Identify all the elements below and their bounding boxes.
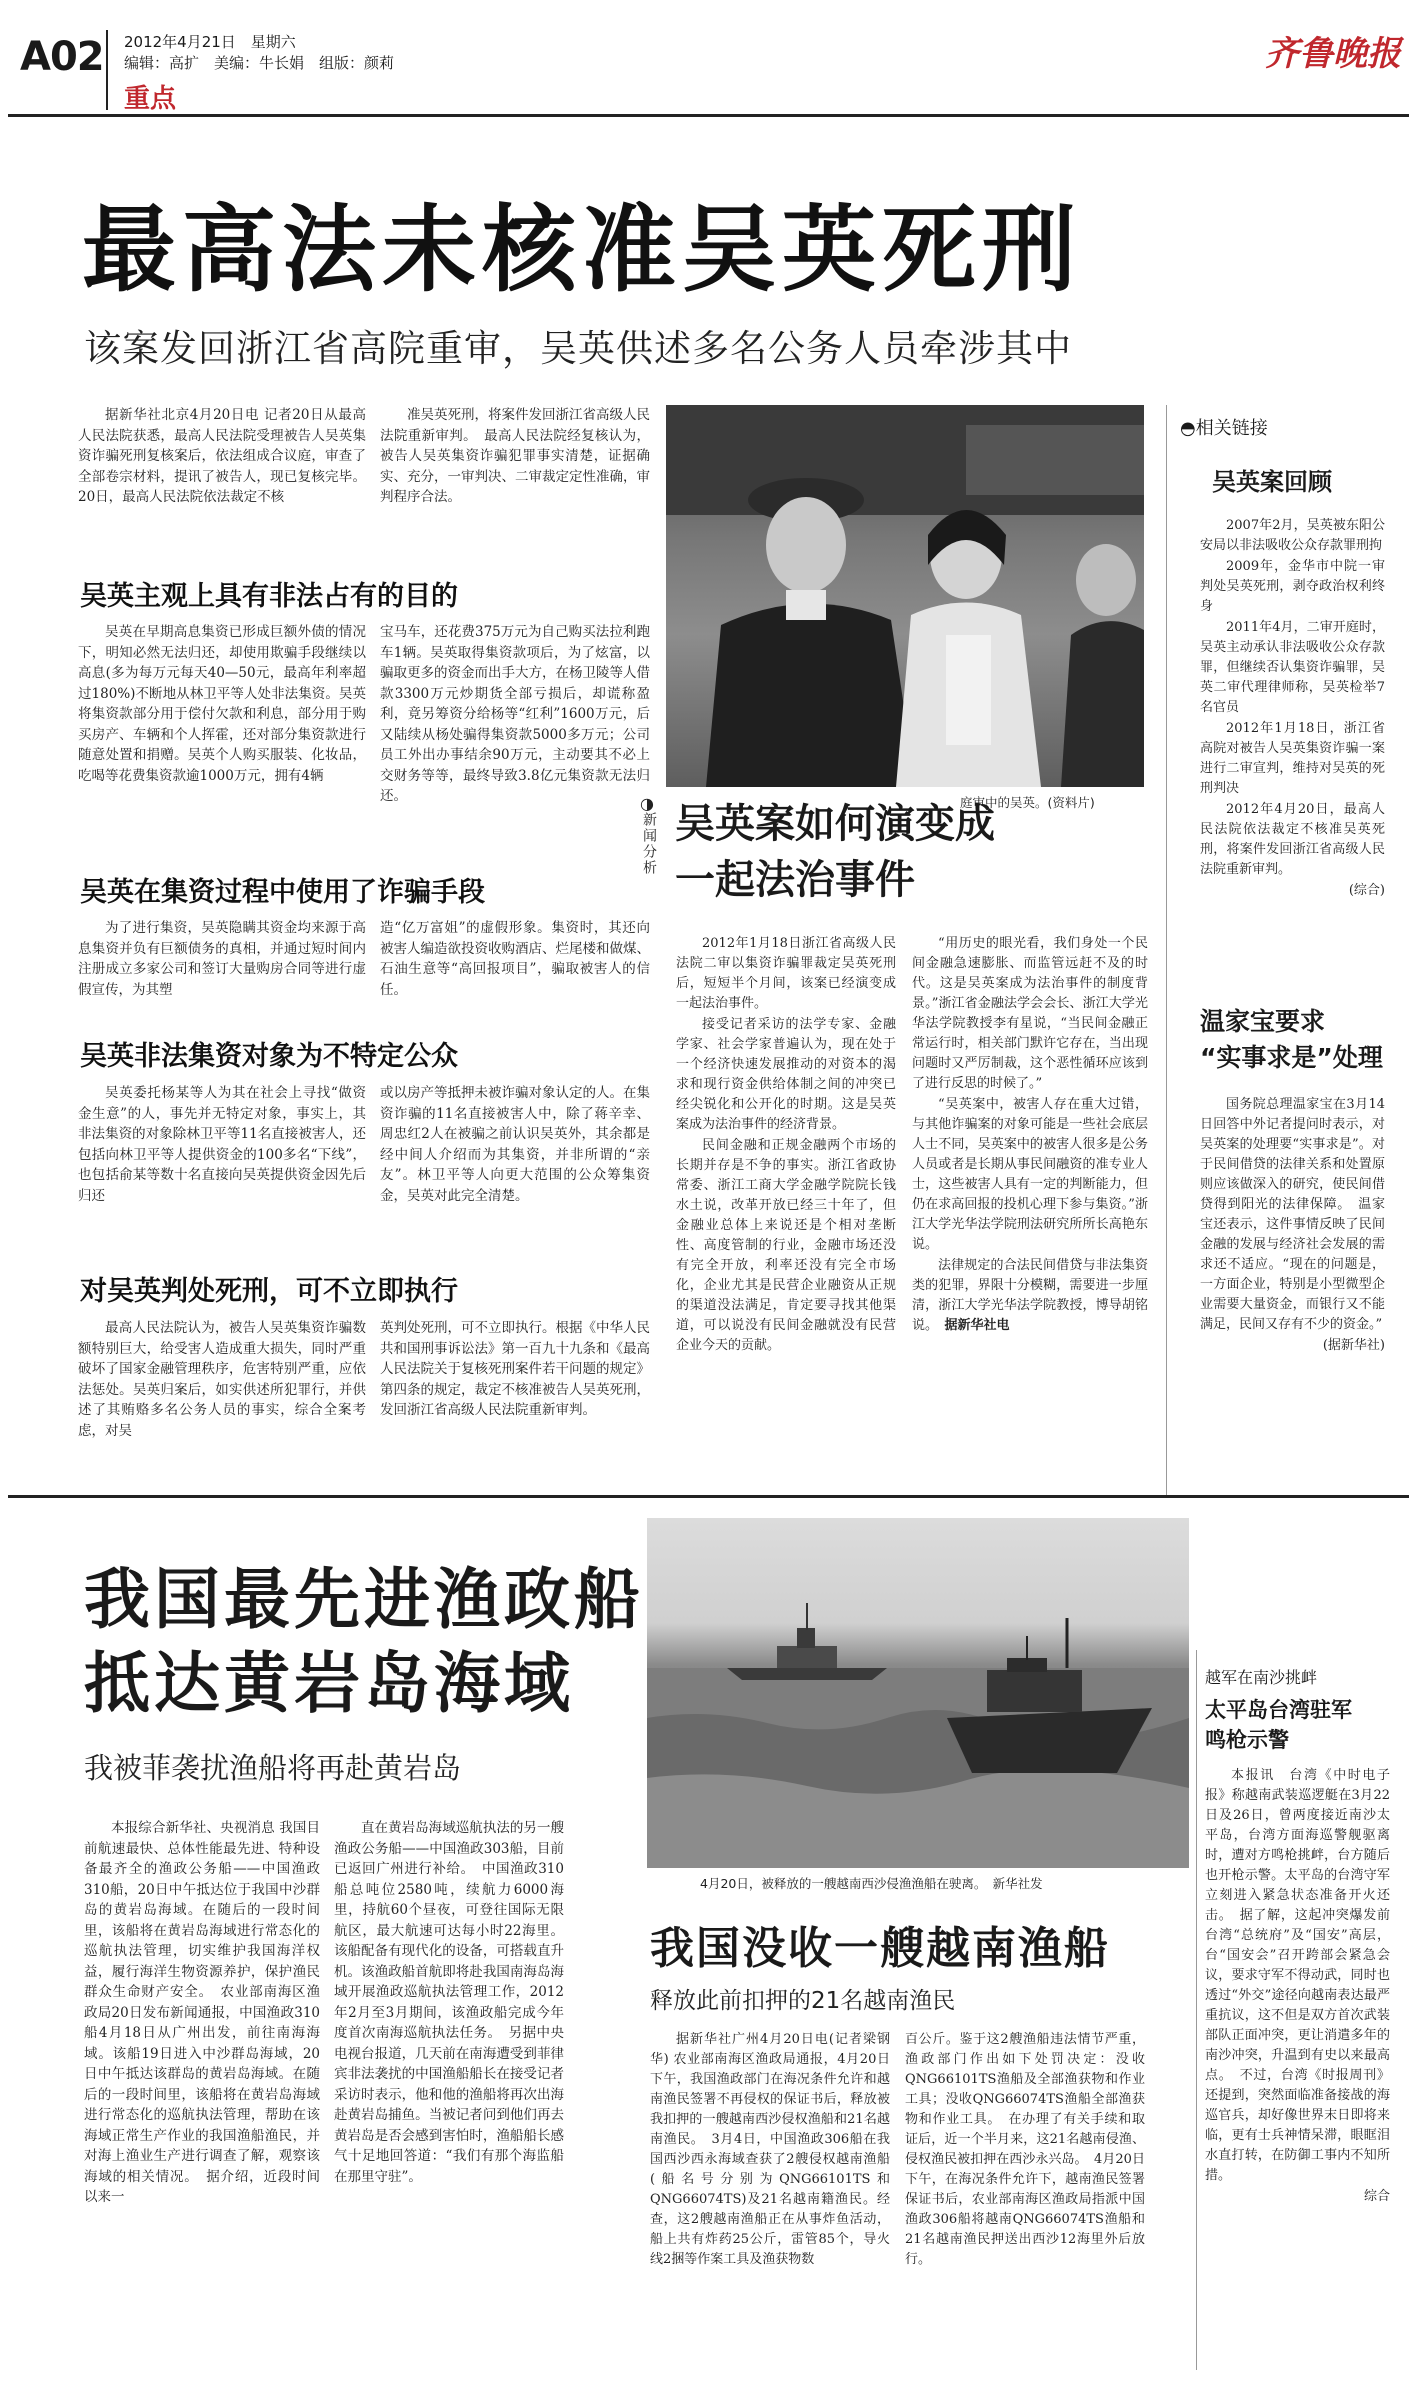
timeline-item: 2007年2月，吴英被东阳公安局以非法吸收公众存款罪刑拘 [1200, 518, 1385, 553]
courtroom-photo-caption: 庭审中的吴英。(资料片) [960, 795, 1095, 810]
date-line: 2012年4月21日 星期六 [124, 33, 296, 51]
analysis-para-text: 法律规定的合法民间借贷与非法集资类的犯罪，界限十分模糊，需要进一步厘清，浙江大学光华法学院教授，博导胡铭说。 [912, 1258, 1148, 1333]
story1-lead-col2: 准吴英死刑，将案件发回浙江省高级人民法院重新审判。 最高人民法院经复核认为，被告人吴英集资诈骗犯罪事实清楚，证据确实、充分，一审判决、二审裁定定性准确，审判程序合法。 [380, 407, 650, 505]
story1-body-4a: 最高人民法院认为，被告人吴英集资诈骗数额特别巨大，给受害人造成重大损失，同时严重破坏了国家金融管理秩序，危害特别严重，应依法惩处。吴英归案后，如实供述所犯罪行，并供述了其贿赂多名公务人员的事实，综合全案考虑，对吴 [78, 1320, 366, 1439]
timeline-item: 2011年4月，二审开庭时，吴英主动承认非法吸收公众存款罪，但继续否认集资诈骗罪，吴英二审代理律师称，吴英检举7名官员 [1200, 620, 1385, 715]
sidebar3-title-line2: 鸣枪示警 [1205, 1728, 1289, 1752]
story2-headline-line2: 抵达黄岩岛海域 [84, 1645, 574, 1722]
section-label: 重点 [124, 84, 177, 114]
analysis-tag [640, 795, 664, 876]
analysis-para: 民间金融和正规金融两个市场的长期并存是不争的事实。浙江省政协常委、浙江工商大学金融学院院长钱水土说，改革开放已经三十年了，但金融业总体上来说还是个相对垄断性、高度管制的行业，金融市场还没有完全开放，利率还没有完全市场化，企业尤其是民营企业融资从正规的渠道没法满足，肯定要寻找其他渠道，可以说没有民间金融就没有民营企业今天的贡献。 [676, 1138, 896, 1353]
analysis-para: 接受记者采访的法学专家、金融学家、社会学家普遍认为，现在处于一个经济快速发展推动的对资本的渴求和现行资金供给体制之间的冲突已经尖锐化和公开化的时期。这是吴英案成为法治事件的经济背景。 [676, 1017, 896, 1132]
sidebar2-title-line2: “实事求是”处理 [1200, 1043, 1383, 1072]
fishing-boat-photo [647, 1518, 1189, 1868]
sidebar2-credit: (据新华社) [1322, 1338, 1385, 1353]
analysis-tag-text: 新闻分析 [641, 812, 657, 876]
page-code: A02 [20, 34, 104, 80]
fishing-boat-photo-caption: 4月20日，被释放的一艘越南西沙侵渔渔船在驶离。 新华社发 [700, 1876, 1043, 1891]
timeline-item: 2009年，金华市中院一审判处吴英死刑，剥夺政治权利终身 [1200, 559, 1385, 614]
analysis-title-line2: 一起法治事件 [675, 857, 915, 903]
analysis-para: 2012年1月18日浙江省高级人民法院二审以集资诈骗罪裁定吴英死刑后，短短半个月间，该案已经演变成一起法治事件。 [676, 936, 896, 1011]
story1-body-2b: 造“亿万富姐”的虚假形象。集资时，其还向被害人编造欲投资收购酒店、烂尾楼和做煤、石油生意等“高回报项目”，骗取被害人的信任。 [380, 920, 650, 998]
sidebar1-list [1200, 516, 1385, 901]
courtroom-photo-illustration [666, 405, 1144, 787]
story1-body-4b: 英判处死刑，可不立即执行。根据《中华人民共和国刑事诉讼法》第一百九十九条和《最高人民法院关于复核死刑案件若干问题的规定》第四条的规定，裁定不核准被告人吴英死刑，发回浙江省高级人民法院重新审判。 [380, 1320, 650, 1418]
related-link-text: 相关链接 [1195, 418, 1268, 439]
analysis-col2 [912, 934, 1148, 1337]
sidebar-divider [1166, 405, 1167, 1495]
story1-body-3a: 吴英委托杨某等人为其在社会上寻找“做资金生意”的人，事先并无特定对象，事实上，其非法集资的对象除林卫平等11名直接被害人，还包括向林卫平等人提供资金的100多名“下线”，也包括俞某等数十名直接向吴英提供资金因先后归还 [78, 1085, 366, 1204]
analysis-title-line1: 吴英案如何演变成 [675, 801, 995, 847]
sidebar2-title-line1: 温家宝要求 [1200, 1007, 1326, 1036]
credits-line: 编辑：高扩 美编：牛长娟 组版：颜莉 [124, 54, 395, 72]
story3-headline: 我国没收一艘越南渔船 [650, 1923, 1110, 1974]
sidebar2-para: 国务院总理温家宝在3月14日回答中外记者提问时表示，对吴英案的处理要“实事求是”。对于民间借贷的法律关系和处置原则应该做深入的研究，使民间借贷得到阳光的法律保障。 温家宝还表示，这件事情反映了民间金融的发展与经济社会发展的需求还不适应。“现在的问题是，一方面企业，特别是小型微型企业需要大量资金，而银行又不能满足，民间又存有不少的资金。” [1200, 1097, 1385, 1332]
analysis-tag-icon: ◑ [640, 794, 654, 813]
header-rule [8, 114, 1409, 117]
story2-headline-line1: 我国最先进渔政船 [84, 1561, 644, 1638]
story1-subhead-1: 吴英主观上具有非法占有的目的 [80, 581, 458, 612]
related-link-tag [1180, 414, 1268, 440]
analysis-col1 [676, 934, 896, 1357]
story1-body-1b: 宝马车，还花费375万元为自己购买法拉利跑车1辆。吴英取得集资款项后，为了炫富，以骗取更多的资金而出手大方，在杨卫陵等人借款3300万元炒期货全部亏损后，却谎称盈利，竟另筹资分给杨等“红利”1600万元，后又陆续从杨处骗得集资款5000多万元；公司员工外出办事结余90万元，主动要其不必上交财务等等，最终导致3.8亿元集资款无法归还。 [380, 624, 650, 804]
brand-logo: 齐鲁晚报 [1265, 34, 1401, 74]
related-link-icon: ◓ [1180, 418, 1196, 439]
courtroom-photo [666, 405, 1144, 787]
story2-col2: 直在黄岩岛海域巡航执法的另一艘渔政公务船——中国渔政303船，目前已返回广州进行补给。 中国渔政310船总吨位2580吨，续航力6000海里，持航60个昼夜，可登往国际无限航区，最大航速可达每小时22海里。该船配备有现代化的设备，可搭载直升机。该渔政船首航即将赴我国南海岛海域开展渔政巡航执法管理工作，2012年2月至3月期间，该渔政船完成今年度首次南海巡航执法任务。 另据中央电视台报道，几天前在南海遭受到菲律宾非法袭扰的中国渔船船长在接受记者采访时表示，他和他的渔船将再次出海赴黄岩岛捕鱼。当被记者问到他们再去黄岩岛是否会感到害怕时，渔船船长感气十足地回答道：“我们有那个海监船在那里守驻”。 [334, 1820, 564, 2185]
analysis-para [912, 1256, 1148, 1336]
page-header [0, 0, 1417, 120]
sidebar3-divider [1196, 1650, 1197, 2370]
story2-subhead: 我被菲袭扰渔船将再赴黄岩岛 [84, 1751, 462, 1785]
story1-body-3b: 或以房产等抵押未被诈骗对象认定的人。在集资诈骗的11名直接被害人中，除了蒋辛幸、周忠红2人在被骗之前认识吴英外，其余都是经中间人介绍而为其集资，并非所谓的“亲友”。林卫平等人向更大范围的公众筹集资金，吴英对此完全清楚。 [380, 1085, 650, 1204]
timeline-item: 2012年4月20日，最高人民法院依法裁定不核准吴英死刑，将案件发回浙江省高级人民法院重新审判。 [1200, 802, 1385, 877]
sidebar3-title-line1: 太平岛台湾驻军 [1205, 1698, 1352, 1722]
sidebar2-body [1200, 1095, 1385, 1356]
analysis-credit: 据新华社电 [944, 1318, 1010, 1333]
analysis-para: “吴英案中，被害人存在重大过错，与其他诈骗案的对象可能是一些社会底层人士不同，吴英案中的被害人很多是公务人员或者是长期从事民间融资的准专业人士，这些被害人具有一定的判断能力，但仍在求高回报的投机心理下参与集资。”浙江大学光华法学院刑法研究所所长高艳东说。 [912, 1097, 1148, 1252]
sidebar1-title: 吴英案回顾 [1212, 468, 1332, 496]
story1-subhead: 该案发回浙江省高院重审，吴英供述多名公务人员牵涉其中 [84, 327, 1072, 370]
story1-lead-col1: 据新华社北京4月20日电 记者20日从最高人民法院获悉，最高人民法院受理被告人吴英集资诈骗死刑复核案后，依法组成合议庭，审查了全部卷宗材料，提讯了被告人，现已复核完毕。20日，最高人民法院依法裁定不核 [78, 407, 366, 505]
story1-body-2a: 为了进行集资，吴英隐瞒其资金均来源于高息集资并负有巨额债务的真相，并通过短时间内注册成立多家公司和签订大量购房合同等进行虚假宣传，为其塑 [78, 920, 366, 998]
analysis-para: “用历史的眼光看，我们身处一个民间金融急速膨胀、而监管远赶不及的时代。这是吴英案成为法治事件的制度背景。”浙江省金融法学会会长、浙江大学光华法学院教授李有星说，“当民间金融正常运行时，相关部门默许它存在，当出现问题时又严厉制裁，这个恶性循环应该到了进行反思的时候了。” [912, 936, 1148, 1091]
story3-subhead: 释放此前扣押的21名越南渔民 [650, 1988, 956, 2014]
story1-subhead-3: 吴英非法集资对象为不特定公众 [80, 1041, 458, 1072]
story1-body-1a: 吴英在早期高息集资已形成巨额外债的情况下，明知必然无法归还，却使用欺骗手段继续以高息(多为每万元每天40—50元，最高年利率超过180%)不断地从林卫平等人处非法集资。吴英将集资款部分用于偿付欠款和利息，部分用于购买房产、车辆和个人挥霍，还对部分集资款进行随意处置和捐赠。吴英个人购买服装、化妆品，吃喝等花费集资款逾1000万元，拥有4辆 [78, 624, 366, 784]
story3-col2: 百公斤。鉴于这2艘渔船违法情节严重，渔政部门作出如下处罚决定：没收QNG66101TS渔船及全部渔获物和作业工具；没收QNG66074TS渔船全部渔获物和作业工具。 在办理了有关手续和取证后，近一个半月来，这21名越南侵渔、侵权渔民被扣押在西沙永兴岛。 4月20日下午，在海况条件允许下，越南渔民签署保证书后，农业部南海区渔政局指派中国渔政306船将越南QNG66074TS渔船和21名越南渔民押送出西沙12海里外后放行。 [905, 2032, 1145, 2267]
timeline-item: 2012年1月18日，浙江省高院对被告人吴英集资诈骗一案进行二审宣判，维持对吴英的死刑判决 [1200, 721, 1385, 796]
story1-subhead-4: 对吴英判处死刑，可不立即执行 [80, 1276, 458, 1307]
fishing-boat-illustration [647, 1518, 1189, 1868]
sidebar3-credit: 综合 [1363, 2189, 1390, 2204]
sidebar3-para: 本报讯 台湾《中时电子报》称越南武装巡逻艇在3月22日及26日，曾两度接近南沙太平岛，台湾方面海巡警舰驱离时，遭对方鸣枪挑衅，台方随后也开枪示警。太平岛的台湾守军立刻进入紧急状态准备开火还击。 据了解，这起冲突爆发前台湾“总统府”及“国安”高层，台“国安会”召开跨部会紧急会议，要求守军不得动武，同时也透过“外交”途径向越南表达最严重抗议，这不但是双方首次武装部队正面冲突，更让消遣多年的南沙冲突，升温到有史以来最高点。 不过，台湾《时报周刊》还提到，突然面临准备接战的海巡官兵，却好像世界末日即将来临，更有士兵神情呆滞，眼眶泪水直打转，在防御工事内不知所措。 [1205, 1768, 1390, 2183]
sidebar3-body [1205, 1766, 1390, 2207]
story2-col1: 本报综合新华社、央视消息 我国目前航速最快、总体性能最先进、特种设备最齐全的渔政公务船——中国渔政310船，20日中午抵达位于我国中沙群岛的黄岩岛海域。在随后的一段时间里，该船将在黄岩岛海域进行常态化的巡航执法管理，切实维护我国海洋权益，履行海洋生物资源养护，保护渔民群众生命财产安全。 农业部南海区渔政局20日发布新闻通报，中国渔政310船4月18日从广州出发，前往南海海域。该船19日进入中沙群岛海域，20日中午抵达该群岛的黄岩岛海域。在随后的一段时间里，该船将在黄岩岛海域进行常态化的巡航执法管理，帮助在该海域正常生产作业的我国渔船渔民，并对海上渔业生产进行调查了解，观察该海域的相关情况。 据介绍，近段时间以来一 [84, 1820, 320, 2205]
sidebar1-credit: (综合) [1348, 883, 1385, 898]
header-divider [106, 30, 108, 110]
story1-headline: 最高法未核准吴英死刑 [82, 196, 1083, 305]
story3-col1: 据新华社广州4月20日电(记者梁钢华) 农业部南海区渔政局通报，4月20日下午，我国渔政部门在海况条件允许和越南渔民签署不再侵权的保证书后，释放被我扣押的一艘越南西沙侵权渔船和21名越南渔民。 3月4日，中国渔政306船在我国西沙西永海域查获了2艘侵权越南渔船(船名号分别为QNG66101TS和QNG66074TS)及21名越南籍渔民。经查，这2艘越南渔船正在从事炸鱼活动，船上共有炸药25公斤，雷管85个，导火线2捆等作案工具及渔获物数 [650, 2032, 890, 2267]
section-divider [8, 1495, 1409, 1498]
story1-subhead-2: 吴英在集资过程中使用了诈骗手段 [80, 877, 485, 908]
sidebar3-kicker: 越军在南沙挑衅 [1205, 1668, 1318, 1687]
